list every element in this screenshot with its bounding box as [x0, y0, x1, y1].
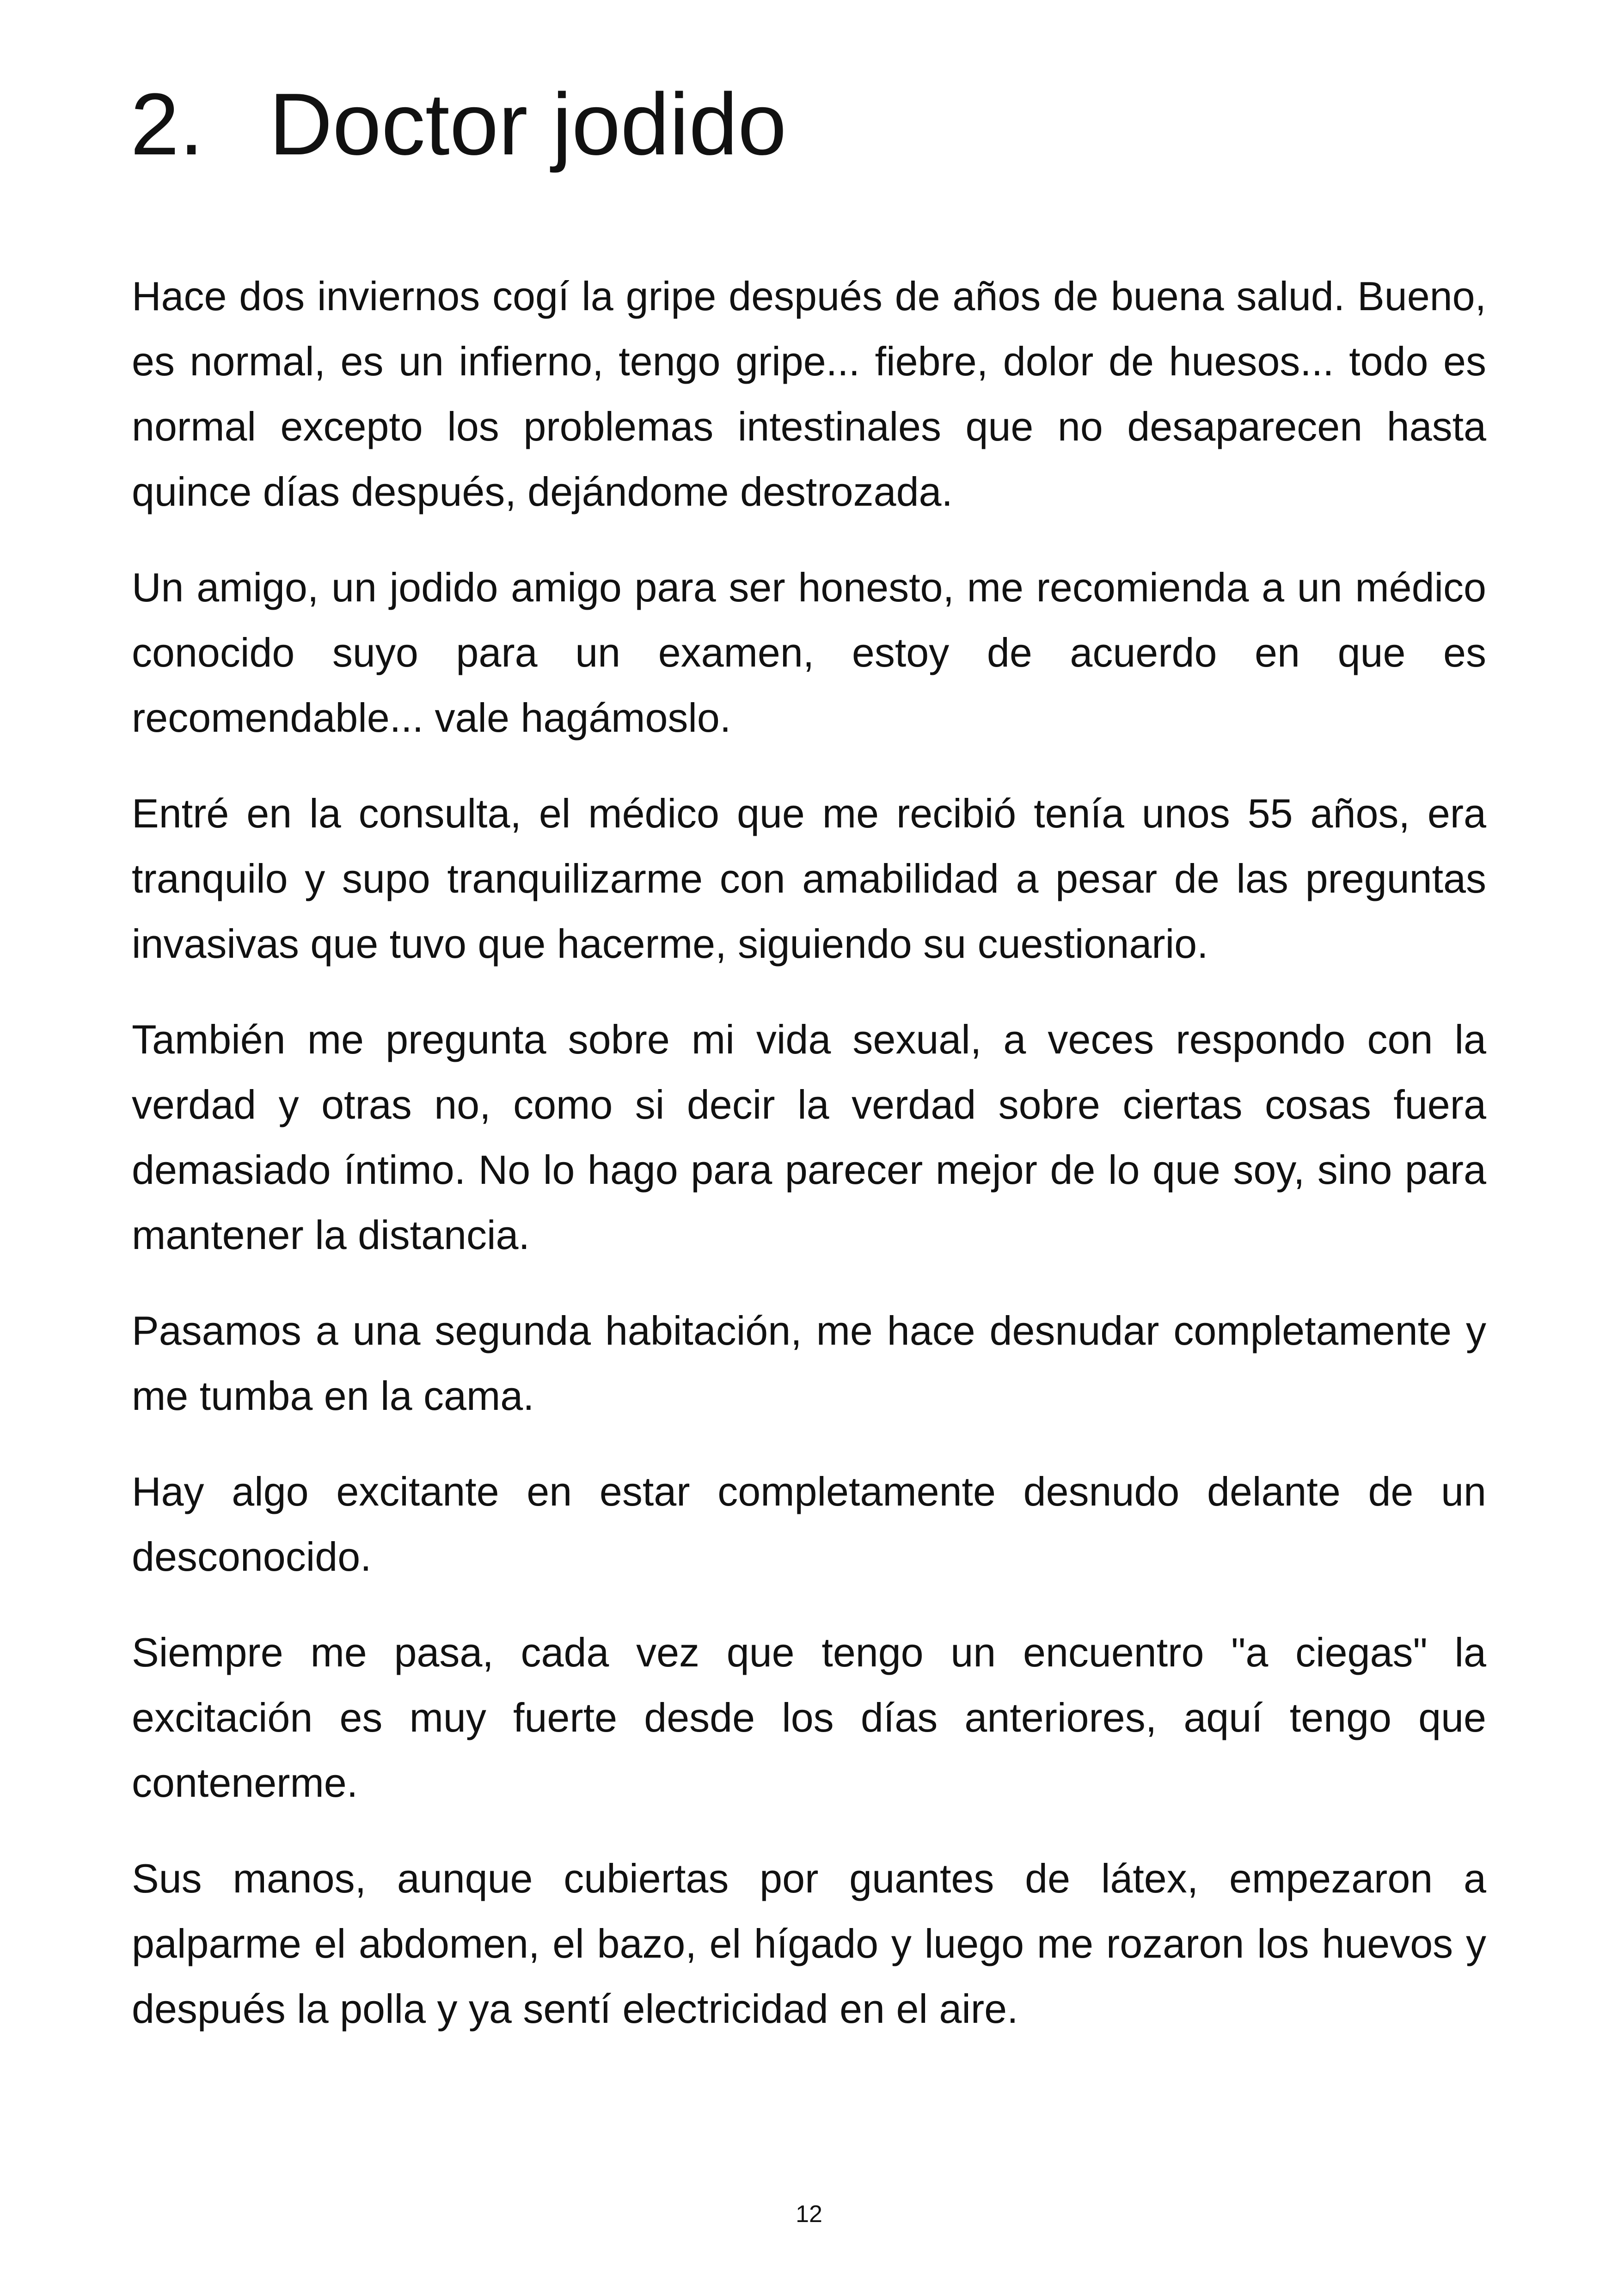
chapter-heading [130, 76, 787, 173]
paragraph: Hace dos inviernos cogí la gripe después de años de buena salud. Bueno, es normal, es un infierno, tengo gripe... fiebre, dolor de huesos... todo es normal excepto los problemas intestinales que no desaparecen hasta quince días después, dejándome destrozada. [132, 273, 1486, 514]
paragraph: También me pregunta sobre mi vida sexual, a veces respondo con la verdad y otras no, como si decir la verdad sobre ciertas cosas fuera demasiado íntimo. No lo hago para parecer mejor de lo que soy, sino para mantener la distancia. [132, 1016, 1486, 1258]
page-number: 12 [796, 2201, 822, 2228]
chapter-number: 2. [130, 75, 204, 173]
chapter-body [132, 263, 1486, 2041]
paragraph: Siempre me pasa, cada vez que tengo un encuentro "a ciegas" la excitación es muy fuerte desde los días anteriores, aquí tengo que contenerme. [132, 1629, 1486, 1806]
chapter-title: Doctor jodido [269, 75, 787, 173]
paragraph: Pasamos a una segunda habitación, me hace desnudar completamente y me tumba en la cama. [132, 1308, 1486, 1419]
paragraph: Sus manos, aunque cubiertas por guantes de látex, empezaron a palparme el abdomen, el bazo, el hígado y luego me rozaron los huevos y después la polla y ya sentí electricidad en el aire. [132, 1855, 1486, 2032]
paragraph: Un amigo, un jodido amigo para ser honesto, me recomienda a un médico conocido suyo para un examen, estoy de acuerdo en que es recomendable... vale hagámoslo. [132, 564, 1486, 741]
paragraph: Hay algo excitante en estar completamente desnudo delante de un desconocido. [132, 1469, 1486, 1580]
paragraph: Entré en la consulta, el médico que me recibió tenía unos 55 años, era tranquilo y supo tranquilizarme con amabilidad a pesar de las preguntas invasivas que tuvo que hacerme, siguiendo su cuestionario. [132, 790, 1486, 967]
